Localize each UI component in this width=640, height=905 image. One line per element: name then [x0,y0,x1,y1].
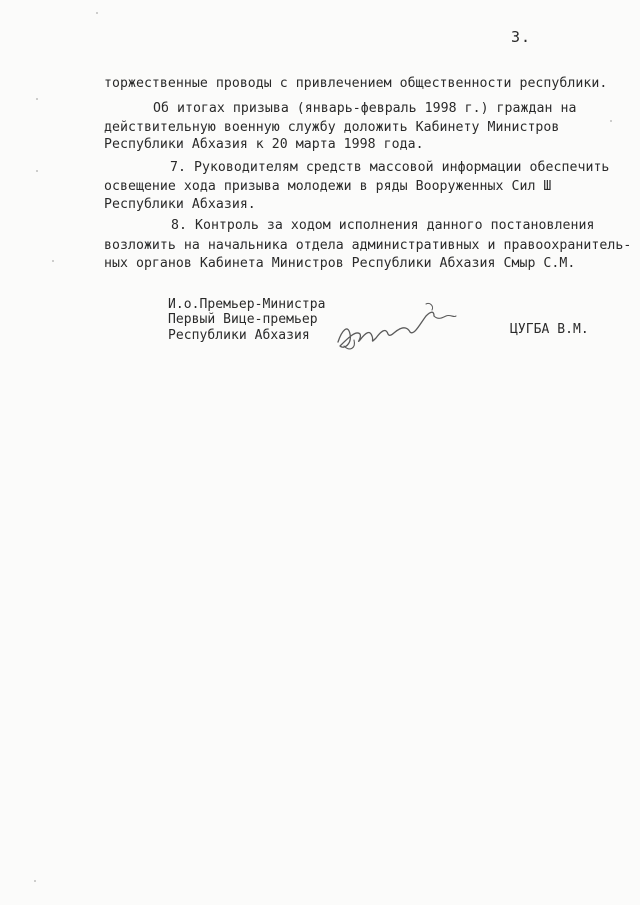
paragraph-line: возложить на начальника отдела административных и правоохранитель- [104,238,632,253]
page-number: 3. [511,28,532,46]
scan-speck [610,120,612,122]
paragraph-line: действительную военную службу доложить Кабинету Министров [104,120,560,135]
paragraph-line: ных органов Кабинета Министров Республики Абхазия Смыр С.М. [104,256,576,271]
paragraph-line: торжественные проводы с привлечением общественности республики. [104,76,608,91]
paragraph-line: 7. Руководителям средств массовой информации обеспечить [170,160,610,175]
paragraph-line: 8. Контроль за ходом исполнения данного постановления [171,218,595,233]
signatory-title-line: И.о.Премьер-Министра [168,297,326,312]
paragraph-line: Республики Абхазия к 20 марта 1998 года. [104,137,424,152]
scan-speck [52,260,54,262]
paragraph-line: освещение хода призыва молодежи в ряды Вооруженных Сил Ш [104,179,552,194]
scan-speck [34,880,36,882]
scan-speck [36,170,38,172]
paragraph-line: Республики Абхазия. [104,197,256,212]
signatory-title-line: Республики Абхазия [168,328,310,343]
signatory-title-line: Первый Вице-премьер [168,312,318,327]
handwritten-signature [330,290,470,360]
scan-speck [36,98,38,100]
signatory-name: ЦУГБА В.М. [510,322,589,337]
scan-speck [96,12,98,14]
paragraph-line: Об итогах призыва (январь-февраль 1998 г.) граждан на [153,101,577,116]
